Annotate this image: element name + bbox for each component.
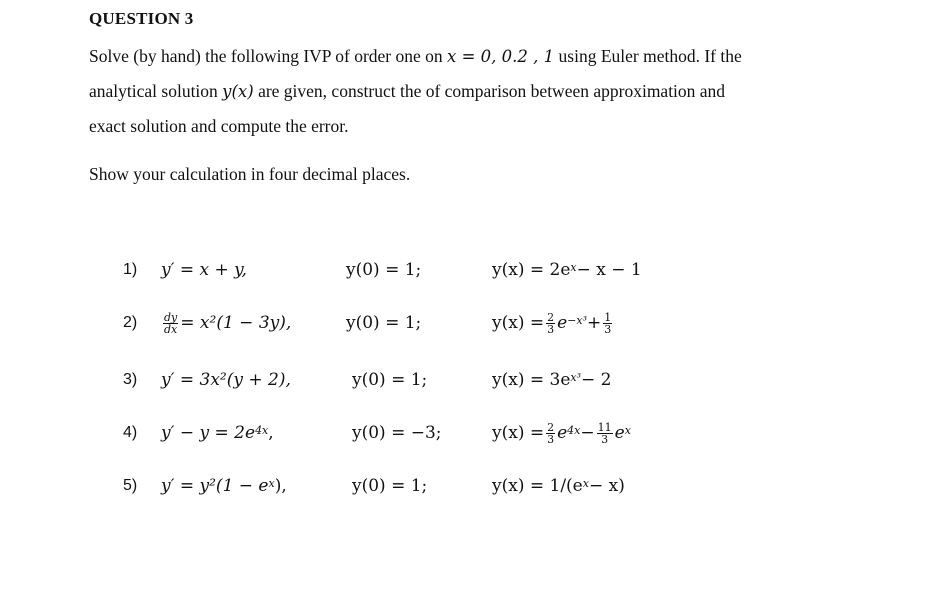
statement-text: Solve (by hand) the following IVP of order one on bbox=[89, 46, 448, 66]
initial-condition: y(0) = 1; bbox=[346, 260, 422, 280]
differential-equation: y′ − y = 2e $^{4x}$ , bbox=[161, 423, 274, 443]
problem-row-2 bbox=[0, 303, 930, 343]
differential-equation: $\frac{dy}{dx}$ = x²(1 − 3y), bbox=[164, 310, 292, 336]
problem-number: 5) bbox=[123, 477, 138, 494]
statement-text: analytical solution bbox=[89, 81, 223, 101]
problem-number: 1) bbox=[123, 261, 138, 278]
fraction: $\frac{1}{3}$ bbox=[604, 310, 612, 336]
problem-statement-line-1 bbox=[89, 39, 909, 74]
exact-solution: y(x) = 2e $^x$ − x − 1 bbox=[492, 260, 642, 280]
exact-solution: y(x) = 3e $^{x^3}$ − 2 bbox=[492, 370, 612, 390]
exact-solution: y(x) = $\frac{2}{3}$ e $^{-x^3}$ + $\frac{1}{3}$ bbox=[492, 310, 612, 336]
problem-row-4 bbox=[0, 413, 930, 453]
instruction: Show your calculation in four decimal places. bbox=[89, 164, 411, 184]
problem-row-3 bbox=[0, 360, 930, 400]
differential-equation: y′ = y²(1 − e $^x$ ), bbox=[161, 476, 287, 496]
statement-text: using Euler method. If the bbox=[554, 46, 742, 66]
problem-statement-line-3 bbox=[89, 109, 909, 144]
statement-text: are given, construct the of comparison between approximation and bbox=[253, 81, 726, 101]
statement-text: exact solution and compute the error. bbox=[89, 116, 349, 136]
problem-row-5 bbox=[0, 466, 930, 506]
differential-equation: y′ = 3x²(y + 2), bbox=[161, 370, 291, 390]
problem-number: 4) bbox=[123, 424, 138, 441]
problem-number: 2) bbox=[123, 314, 138, 331]
problem-number: 3) bbox=[123, 371, 138, 388]
derivative-fraction: $\frac{dy}{dx}$ bbox=[164, 310, 178, 336]
initial-condition: y(0) = 1; bbox=[346, 313, 422, 333]
exact-solution: y(x) = 1/(e $^x$ − x) bbox=[492, 476, 625, 496]
fraction: $\frac{2}{3}$ bbox=[547, 310, 555, 336]
differential-equation: y′ = x + y, bbox=[161, 260, 247, 280]
question-heading: QUESTION 3 bbox=[89, 9, 194, 28]
solution-symbol: y(x) bbox=[222, 82, 254, 101]
problem-row-1 bbox=[0, 250, 930, 290]
exact-solution: y(x) = $\frac{2}{3}$ e $^{4x}$ − $\frac{11}{3}$ e $^x$ bbox=[492, 420, 631, 446]
initial-condition: y(0) = 1; bbox=[352, 476, 428, 496]
interval-math: x = 0, 0.2 , 1 bbox=[447, 47, 555, 66]
problem-statement-line-2 bbox=[89, 74, 909, 109]
initial-condition: y(0) = −3; bbox=[352, 423, 442, 443]
fraction: $\frac{11}{3}$ bbox=[597, 420, 612, 446]
fraction: $\frac{2}{3}$ bbox=[547, 420, 555, 446]
initial-condition: y(0) = 1; bbox=[352, 370, 428, 390]
